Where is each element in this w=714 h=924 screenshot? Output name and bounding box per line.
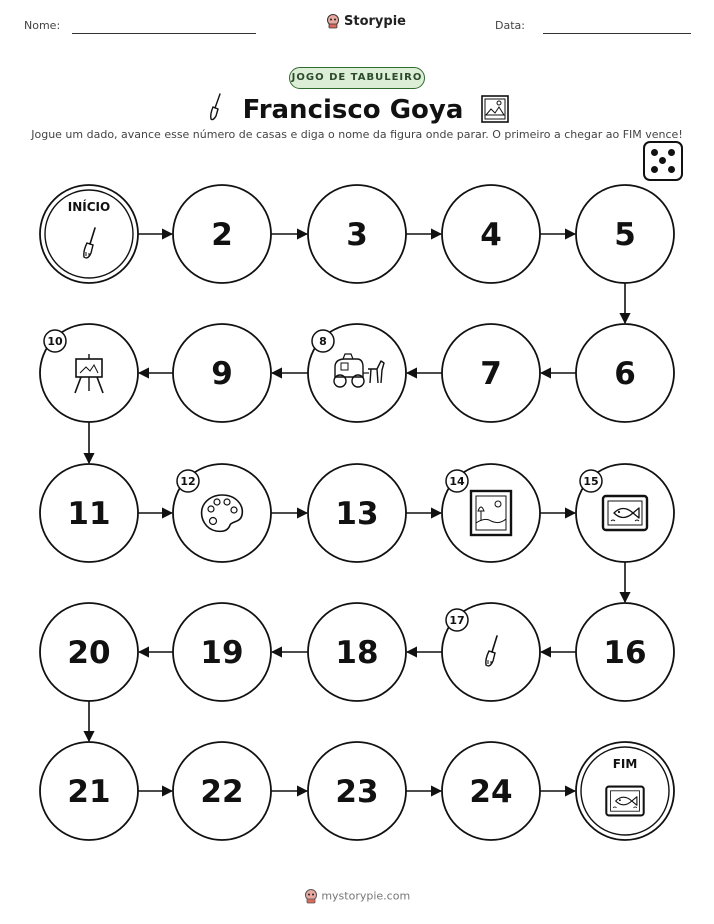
space-number-badge: 14	[449, 475, 465, 488]
instructions: Jogue um dado, avance esse número de casas e diga o nome da figura onde parar. O primeiro a chegar ao FIM vence!	[31, 128, 683, 141]
board-space-12[interactable]	[173, 464, 271, 562]
space-number: 21	[67, 774, 111, 810]
space-number: 7	[480, 356, 502, 392]
game-type-badge: JOGO DE TABULEIRO	[289, 67, 425, 89]
space-number: 18	[335, 635, 379, 671]
space-number: 2	[211, 217, 233, 253]
board-space-16[interactable]	[576, 603, 674, 701]
space-number-badge: 12	[180, 475, 196, 488]
board-space-2[interactable]	[173, 185, 271, 283]
board-space-4[interactable]	[442, 185, 540, 283]
brand-name: Storypie	[344, 13, 406, 29]
board-space-23[interactable]	[308, 742, 406, 840]
space-number: 23	[335, 774, 379, 810]
board-space-15[interactable]	[576, 464, 674, 562]
space-number-badge: 17	[449, 614, 465, 627]
board-space-5[interactable]	[576, 185, 674, 283]
space-number: 4	[480, 217, 502, 253]
board-space-3[interactable]	[308, 185, 406, 283]
board-space-8[interactable]	[308, 324, 406, 422]
space-number-badge: 8	[319, 335, 327, 348]
date-label: Data:	[495, 19, 525, 32]
name-label: Nome:	[24, 19, 61, 32]
space-number-badge: 10	[47, 335, 63, 348]
board-space-19[interactable]	[173, 603, 271, 701]
board-space-10[interactable]	[40, 324, 138, 422]
board-space-21[interactable]	[40, 742, 138, 840]
footer-url[interactable]: mystorypie.com	[321, 889, 411, 903]
space-number: 16	[603, 635, 647, 671]
space-label: INÍCIO	[67, 200, 111, 214]
space-number-badge: 15	[583, 475, 599, 488]
board-space-13[interactable]	[308, 464, 406, 562]
space-label: FIM	[612, 757, 638, 771]
space-number: 13	[335, 496, 379, 532]
footer	[0, 888, 714, 904]
board-space-9[interactable]	[173, 324, 271, 422]
board-space-1[interactable]	[40, 185, 138, 283]
space-number: 20	[67, 635, 111, 671]
space-number: 3	[346, 217, 368, 253]
board-space-6[interactable]	[576, 324, 674, 422]
mascot-icon	[304, 888, 318, 904]
space-number: 5	[614, 217, 636, 253]
space-number: 6	[614, 356, 636, 392]
board-space-18[interactable]	[308, 603, 406, 701]
space-number: 22	[200, 774, 244, 810]
board-space-14[interactable]	[442, 464, 540, 562]
space-number: 9	[211, 356, 233, 392]
board-space-25[interactable]	[576, 742, 674, 840]
board-space-7[interactable]	[442, 324, 540, 422]
board-space-24[interactable]	[442, 742, 540, 840]
space-number: 19	[200, 635, 244, 671]
title-text: Francisco Goya	[242, 95, 464, 125]
board-space-22[interactable]	[173, 742, 271, 840]
board-space-20[interactable]	[40, 603, 138, 701]
space-number: 24	[469, 774, 513, 810]
board-spaces	[40, 185, 674, 840]
board-space-17[interactable]	[442, 603, 540, 701]
board-space-11[interactable]	[40, 464, 138, 562]
space-number: 11	[67, 496, 111, 532]
